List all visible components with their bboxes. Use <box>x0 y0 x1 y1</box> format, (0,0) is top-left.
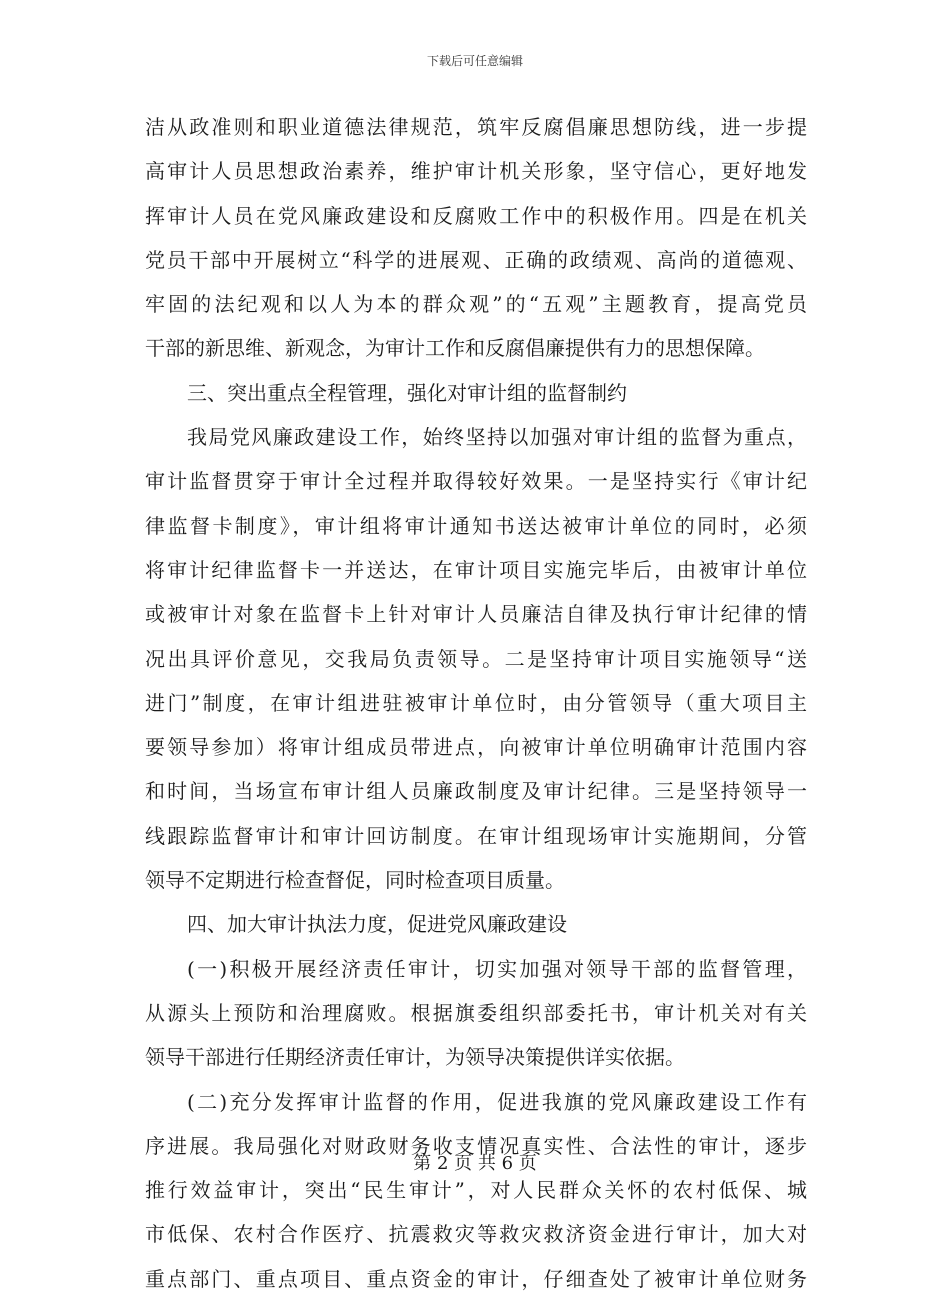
text-line: 序进展。我局强化对财政财务收支情况真实性、合法性的审计，逐步 <box>145 1133 807 1158</box>
text-line: 挥审计人员在党风廉政建设和反腐败工作中的积极作用。四是在机关 <box>145 203 807 228</box>
text-line: 律监督卡制度》，审计组将审计通知书送达被审计单位的同时，必须 <box>145 513 807 538</box>
text-line: 三、突出重点全程管理，强化对审计组的监督制约 <box>187 380 627 405</box>
text-line: 市低保、农村合作医疗、抗震救灾等救灾救济资金进行审计，加大对 <box>145 1222 807 1247</box>
page-header: 下载后可任意编辑 <box>426 54 523 68</box>
text-line: 线跟踪监督审计和审计回访制度。在审计组现场审计实施期间，分管 <box>145 823 807 848</box>
text-line: 我局党风廉政建设工作，始终坚持以加强对审计组的监督为重点， <box>187 425 807 450</box>
text-line: (二)充分发挥审计监督的作用，促进我旗的党风廉政建设工作有 <box>187 1089 807 1114</box>
text-line: 干部的新思维、新观念，为审计工作和反腐倡廉提供有力的思想保障。 <box>145 336 765 361</box>
text-line: 要领导参加）将审计组成员带进点，向被审计单位明确审计范围内容 <box>145 735 807 760</box>
text-line: 况出具评价意见，交我局负责领导。二是坚持审计项目实施领导“送 <box>145 646 807 671</box>
text-line: 四、加大审计执法力度，促进党风廉政建设 <box>187 912 567 937</box>
text-line: 领导干部进行任期经济责任审计，为领导决策提供详实依据。 <box>145 1045 685 1070</box>
text-line: 将审计纪律监督卡一并送达，在审计项目实施完毕后，由被审计单位 <box>145 557 807 582</box>
text-line: 推行效益审计，突出“民生审计”，对人民群众关怀的农村低保、城 <box>145 1178 807 1203</box>
text-line: 高审计人员思想政治素养，维护审计机关形象，坚守信心，更好地发 <box>145 159 807 184</box>
page-number-footer: 第 2 页 共 6 页 <box>413 1153 537 1174</box>
text-line: 或被审计对象在监督卡上针对审计人员廉洁自律及执行审计纪律的情 <box>145 602 807 627</box>
text-line: 和时间，当场宣布审计组人员廉政制度及审计纪律。三是坚持领导一 <box>145 779 807 804</box>
text-line: 进门”制度，在审计组进驻被审计单位时，由分管领导（重大项目主 <box>145 690 807 715</box>
text-line: 审计监督贯穿于审计全过程并取得较好效果。一是坚持实行《审计纪 <box>145 469 807 494</box>
text-line: 从源头上预防和治理腐败。根据旗委组织部委托书，审计机关对有关 <box>145 1000 807 1025</box>
text-line: 重点部门、重点项目、重点资金的审计，仔细查处了被审计单位财务 <box>145 1266 807 1291</box>
text-line: 领导不定期进行检查督促，同时检查项目质量。 <box>145 868 565 893</box>
text-line: 洁从政准则和职业道德法律规范，筑牢反腐倡廉思想防线，进一步提 <box>145 115 807 139</box>
text-line: 牢固的法纪观和以人为本的群众观”的“五观”主题教育，提高党员 <box>145 292 807 317</box>
document-body <box>145 105 807 1301</box>
text-line: (一)积极开展经济责任审计，切实加强对领导干部的监督管理， <box>187 956 807 981</box>
text-line: 党员干部中开展树立“科学的进展观、正确的政绩观、高尚的道德观、 <box>145 247 807 272</box>
